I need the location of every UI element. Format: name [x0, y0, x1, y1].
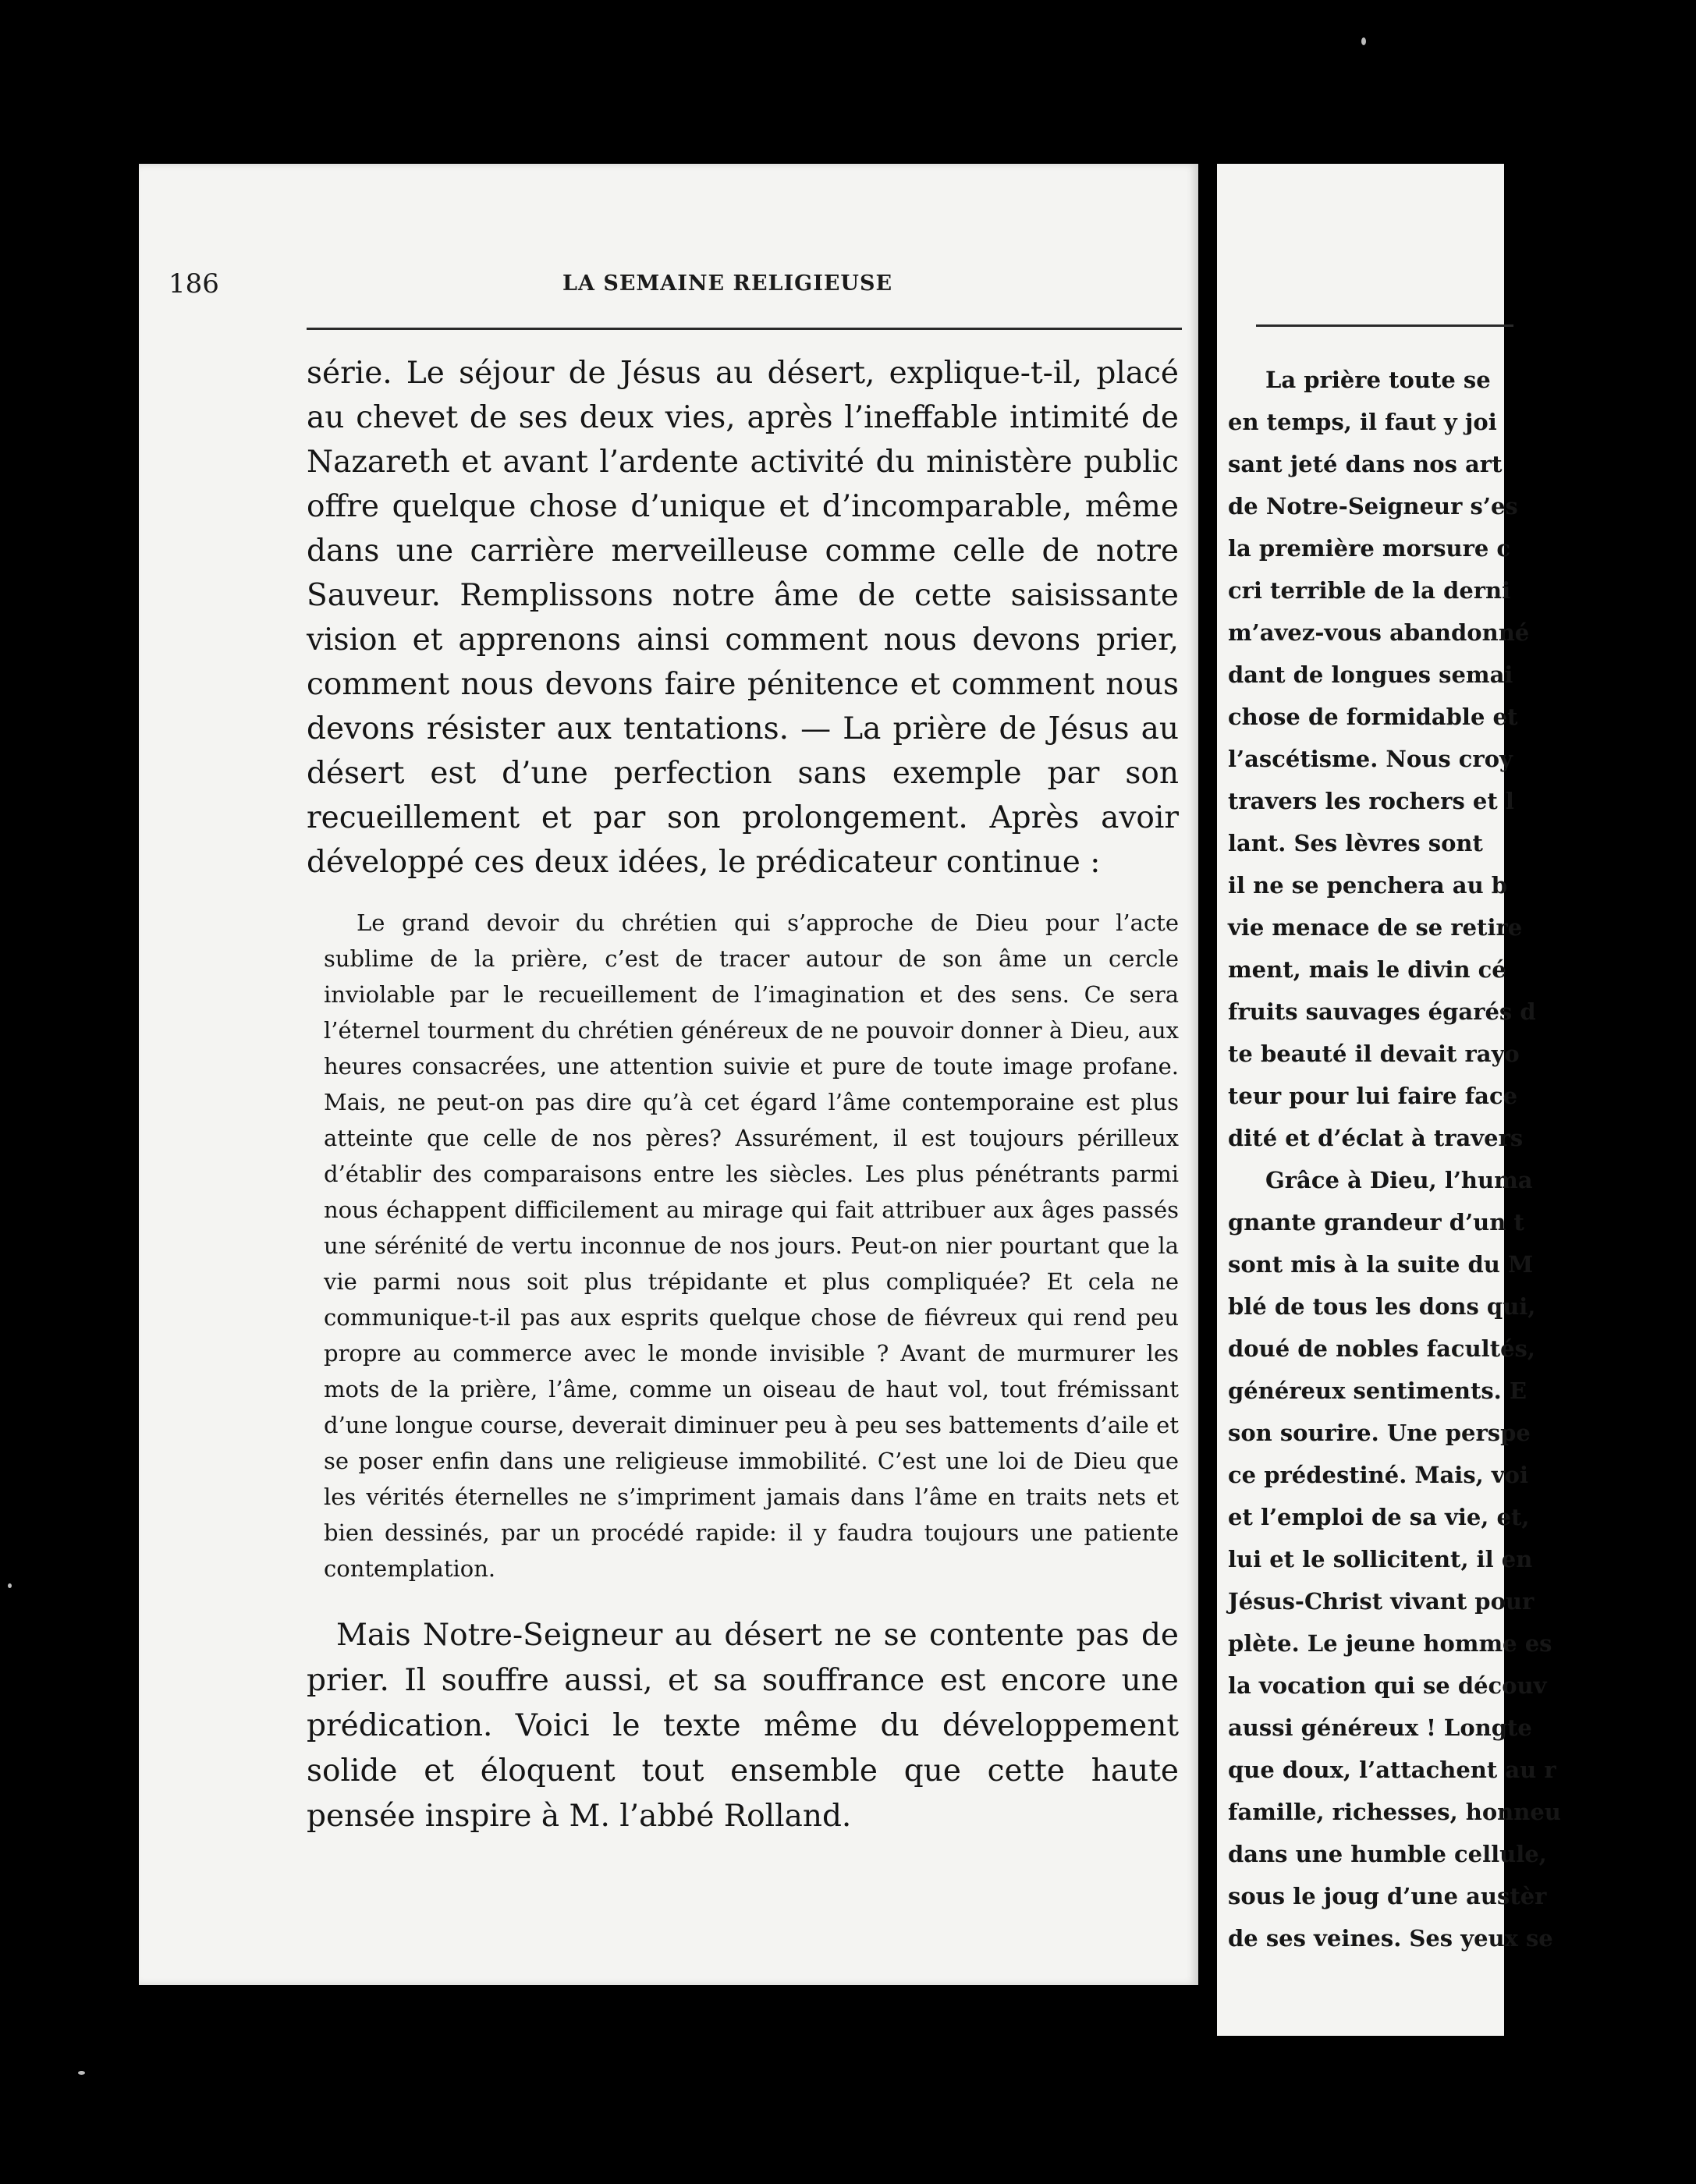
text-line: son sourire. Une perspe	[1228, 1420, 1531, 1446]
text-line: m’avez-vous abandonné	[1228, 619, 1530, 646]
text-line: ment, mais le divin cé	[1228, 956, 1506, 983]
text-line: plète. Le jeune homme es	[1228, 1630, 1552, 1657]
right-header-rule	[1256, 324, 1513, 327]
text-line: gnante grandeur d’un t	[1228, 1209, 1524, 1236]
text-line: dant de longues semai	[1228, 661, 1513, 688]
text-line: Jésus-Christ vivant pour	[1228, 1588, 1535, 1615]
text-line: La prière toute se	[1265, 367, 1491, 393]
text-line: vie menace de se retire	[1228, 914, 1523, 941]
text-line: Grâce à Dieu, l’huma	[1265, 1167, 1533, 1193]
text-line: que doux, l’attachent au r	[1228, 1757, 1556, 1783]
text-line: de ses veines. Ses yeux se	[1228, 1925, 1553, 1952]
header-rule	[307, 328, 1182, 330]
text-line: cri terrible de la derni	[1228, 577, 1511, 604]
text-line: il ne se penchera au b	[1228, 872, 1508, 899]
text-line: chose de formidable et	[1228, 704, 1518, 730]
text-line: et l’emploi de sa vie, et,	[1228, 1504, 1530, 1530]
text-line: sont mis à la suite du M	[1228, 1251, 1534, 1278]
text-line: ce prédestiné. Mais, voi	[1228, 1462, 1529, 1488]
text-line: généreux sentiments. E	[1228, 1377, 1527, 1404]
text-line: fruits sauvages égarés d	[1228, 998, 1536, 1025]
running-head	[169, 268, 1175, 307]
dust-speck	[1361, 37, 1366, 45]
dust-speck	[8, 1583, 12, 1588]
text-line: dans une humble cellule,	[1228, 1841, 1547, 1867]
text-line: en temps, il faut y joi	[1228, 409, 1497, 435]
text-line: sous le joug d’une austèr	[1228, 1883, 1547, 1909]
text-line: de Notre-Seigneur s’es	[1228, 493, 1518, 519]
opening-paragraph: série. Le séjour de Jésus au désert, explique-t-il, placé au chevet de ses deux vies, après l’ineffable intimité de Nazareth et avant l’ardente activité du ministère public offre quelque chose d’unique et d’incomparable, même dans une carrière merveilleuse comme celle de notre Sauveur. Remplissons notre âme de cette saisissante vision et apprenons ainsi comment nous devons prier, comment nous devons faire pénitence et comment nous devons résister aux tentations. — La prière de Jésus au désert est d’une perfection sans exemple par son recueillement et par son prolongement. Après avoir développé ces deux idées, le prédicateur continue :	[307, 356, 1179, 880]
right-page	[1217, 164, 1561, 2036]
left-page-body	[307, 351, 1179, 1839]
dust-speck	[78, 2071, 85, 2075]
closing-paragraph: Mais Notre-Seigneur au désert ne se contente pas de prier. Il souffre aussi, et sa souffrance est encore une prédication. Voici le texte même du développement solide et éloquent tout ensemble que cette haute pensée inspire à M. l’abbé Rolland.	[307, 1618, 1179, 1834]
text-line: dité et d’éclat à travers	[1228, 1125, 1524, 1151]
text-line: lui et le sollicitent, il en	[1228, 1546, 1533, 1572]
text-line: travers les rochers et l	[1228, 788, 1514, 814]
text-line: lant. Ses lèvres sont	[1228, 830, 1483, 856]
text-line: l’ascétisme. Nous croy	[1228, 746, 1513, 772]
text-line: sant jeté dans nos art	[1228, 451, 1503, 477]
text-line: aussi généreux ! Longte	[1228, 1714, 1532, 1741]
text-line: blé de tous les dons qui,	[1228, 1293, 1536, 1320]
text-line: famille, richesses, honneu	[1228, 1799, 1561, 1825]
running-title: LA SEMAINE RELIGIEUSE	[562, 271, 893, 296]
text-line: la vocation qui se découv	[1228, 1672, 1547, 1699]
text-line: doué de nobles facultés,	[1228, 1335, 1535, 1362]
text-line: te beauté il devait rayo	[1228, 1041, 1520, 1067]
right-page-text	[1228, 359, 1696, 1959]
quotation-block: Le grand devoir du chrétien qui s’approche de Dieu pour l’acte sublime de la prière, c’est de tracer autour de son âme un cercle inviolable par le recueillement de l’imagination et des sens. Ce sera l’éternel tourment du chrétien généreux de ne pouvoir donner à Dieu, aux heures consacrées, une attention suivie et pure de toute image profane. Mais, ne peut-on pas dire qu’à cet égard l’âme contemporaine est plus atteinte que celle de nos pères? Assurément, il est toujours périlleux d’établir des comparaisons entre les siècles. Les plus pénétrants parmi nous échappent difficilement au mirage qui fait attribuer aux âges passés une sérénité de vertu inconnue de nos jours. Peut-on nier pourtant que la vie parmi nous soit plus trépidante et plus compliquée? Et cela ne communique-t-il pas aux esprits quelque chose de fiévreux qui rend peu propre au commerce avec le monde invisible ? Avant de murmurer les mots de la prière, l’âme, comme un oiseau de haut vol, tout frémissant d’une longue course, deverait diminuer peu à peu ses battements d’aile et se poser enfin dans une religieuse immobilité. C’est une loi de Dieu que les vérités éternelles ne s’impriment jamais dans l’âme en traits nets et bien dessinés, par un procédé rapide: il y faudra toujours une patiente contemplation.	[324, 909, 1179, 1582]
page-number: 186	[169, 268, 219, 300]
text-line: teur pour lui faire face	[1228, 1083, 1518, 1109]
text-line: la première morsure c	[1228, 535, 1511, 562]
